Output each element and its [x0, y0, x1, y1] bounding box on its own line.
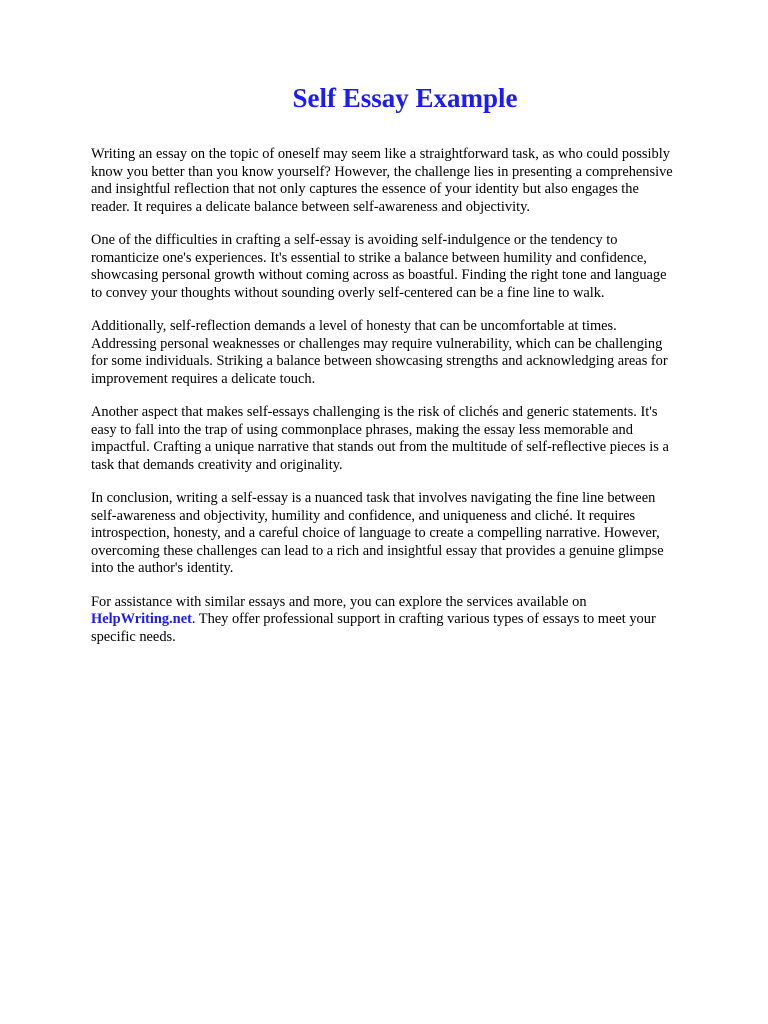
- paragraph-5: In conclusion, writing a self-essay is a nuanced task that involves navigating the fine line between self-awareness and objectivity, humility and confidence, and uniqueness and cliché. It requires introspection, honesty, and a careful choice of language to create a compelling narrative. However, overcoming these challenges can lead to a rich and insightful essay that provides a genuine glimpse into the author's identity.: [91, 490, 664, 576]
- paragraph-2: One of the difficulties in crafting a self-essay is avoiding self-indulgence or the tendency to romanticize one's experiences. It's essential to strike a balance between humility and confidence, showcasing personal growth without coming across as boastful. Finding the right tone and language to convey your thoughts without sounding overly self-centered can be a fine line to walk.: [91, 232, 667, 301]
- page-title: Self Essay Example: [292, 83, 518, 113]
- closing-text-after-link: . They offer professional support in crafting various types of essays to meet your specific needs.: [91, 611, 656, 645]
- paragraph-4: Another aspect that makes self-essays challenging is the risk of clichés and generic statements. It's easy to fall into the trap of using commonplace phrases, making the essay less memorable and impactful. Crafting a unique narrative that stands out from the multitude of self-reflective pieces is a task that demands creativity and originality.: [91, 404, 669, 473]
- helpwriting-link[interactable]: HelpWriting.net: [91, 611, 192, 627]
- closing-paragraph: [91, 594, 721, 647]
- paragraph-3: Additionally, self-reflection demands a level of honesty that can be uncomfortable at times. Addressing personal weaknesses or challenges may require vulnerability, which can be challenging for some individuals. Striking a balance between showcasing strengths and acknowledging areas for improvement requires a delicate touch.: [91, 318, 668, 387]
- closing-text-before-link: For assistance with similar essays and more, you can explore the services available on: [91, 593, 587, 610]
- paragraph-1: Writing an essay on the topic of oneself may seem like a straightforward task, as who could possibly know you better than you know yourself? However, the challenge lies in presenting a comprehensive and insightful reflection that not only captures the essence of your identity but also engages the reader. It requires a delicate balance between self-awareness and objectivity.: [91, 146, 673, 215]
- essay-body: [91, 146, 721, 662]
